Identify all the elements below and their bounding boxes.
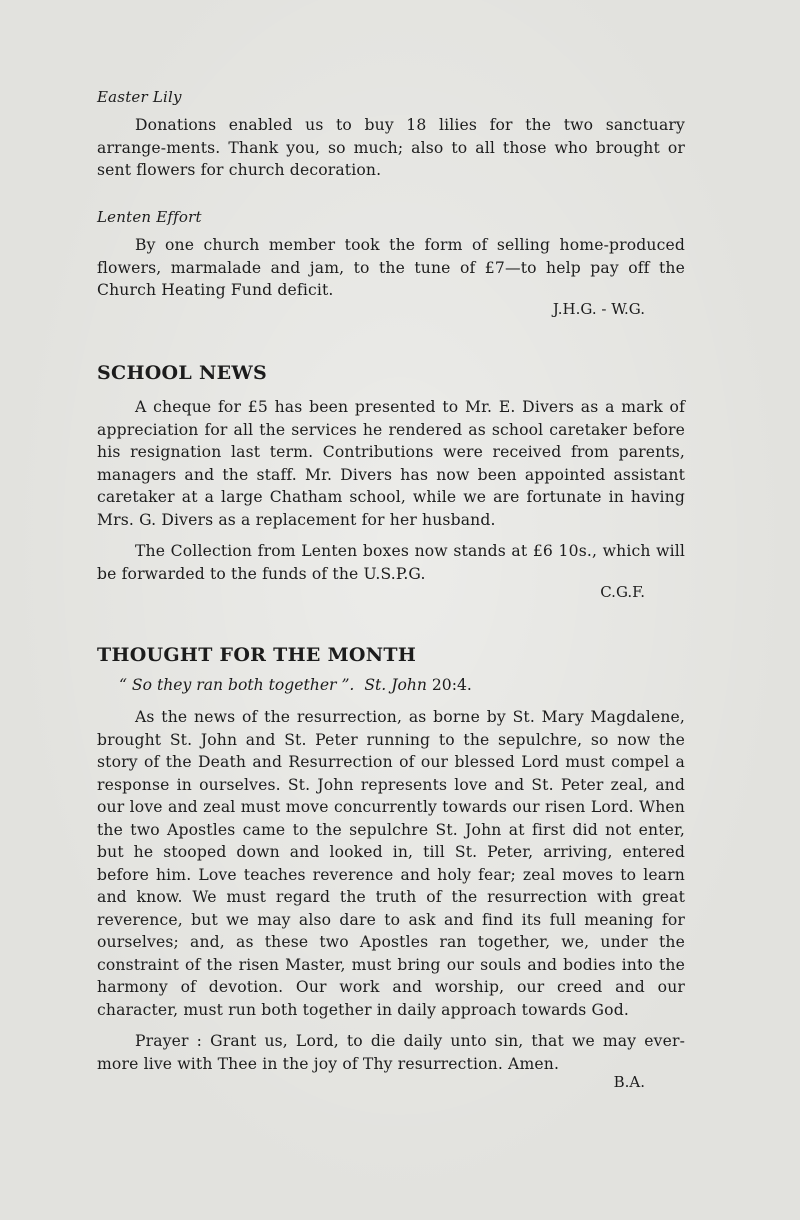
- lenten-effort-paragraph: By one church member took the form of selling home-produced flowers, marmalade and jam, to the tune of £7—to help pay off the Church Heating Fund deficit.: [97, 236, 685, 299]
- quote-text: “ So they ran both together ”.: [119, 676, 355, 694]
- school-news-paragraph-2: The Collection from Lenten boxes now stands at £6 10s., which will be forwarded to the funds of the U.S.P.G.: [97, 542, 685, 583]
- thought-signature: B.A.: [613, 1073, 645, 1091]
- thought-paragraph-1: As the news of the resurrection, as borne by St. Mary Magdalene, brought St. John and St. Peter running to the sepulchre, so now the story of the Death and Resurrection of our blessed Lord must compel a response in ourselves. St. John represents love and St. Peter zeal, and our love and zeal must move concurrently towards our risen Lord. When the two Apostles came to the sepulchre St. John at first did not enter, but he stooped down and looked in, till St. Peter, arriving, entered before him. Love teaches reverence and holy fear; zeal moves to learn and know. We must regard the truth of the resurrection with great reverence, but we may also dare to ask and find its full meaning for ourselves; and, as these two Apostles ran together, we, under the constraint of the risen Master, must bring our souls and bodies into the harmony of devotion. Our work and worship, our creed and our character, must run both together in daily approach towards God.: [97, 708, 685, 1019]
- lenten-effort-section: [97, 208, 685, 318]
- thought-quote: [97, 676, 685, 694]
- quote-reference: St. John: [364, 676, 427, 694]
- school-news-heading: SCHOOL NEWS: [97, 362, 268, 384]
- thought-prayer: Prayer : Grant us, Lord, to die daily unto sin, that we may ever-more live with Thee in the joy of Thy resurrection. Amen.: [97, 1032, 685, 1073]
- lenten-effort-heading: Lenten Effort: [97, 208, 202, 226]
- school-news-section: [97, 362, 685, 601]
- school-news-paragraph-1: A cheque for £5 has been presented to Mr. E. Divers as a mark of appreciation for all the services he rendered as school caretaker before his resignation last term. Contributions were received from parents, managers and the staff. Mr. Divers has now been appointed assistant caretaker at a large Chatham school, while we are fortunate in having Mrs. G. Divers as a replacement for her husband.: [97, 398, 685, 529]
- thought-section: [97, 644, 685, 1091]
- school-news-signature: C.G.F.: [600, 583, 645, 601]
- thought-heading: THOUGHT FOR THE MONTH: [97, 644, 417, 666]
- easter-lily-paragraph: Donations enabled us to buy 18 lilies for the two sanctuary arrange-ments. Thank you, so much; also to all those who brought or sent flowers for church decoration.: [97, 116, 685, 179]
- lenten-signature: J.H.G. - W.G.: [552, 299, 645, 318]
- easter-lily-heading: Easter Lily: [97, 88, 182, 106]
- quote-verse: 20:4.: [431, 676, 472, 694]
- easter-lily-section: [97, 88, 685, 182]
